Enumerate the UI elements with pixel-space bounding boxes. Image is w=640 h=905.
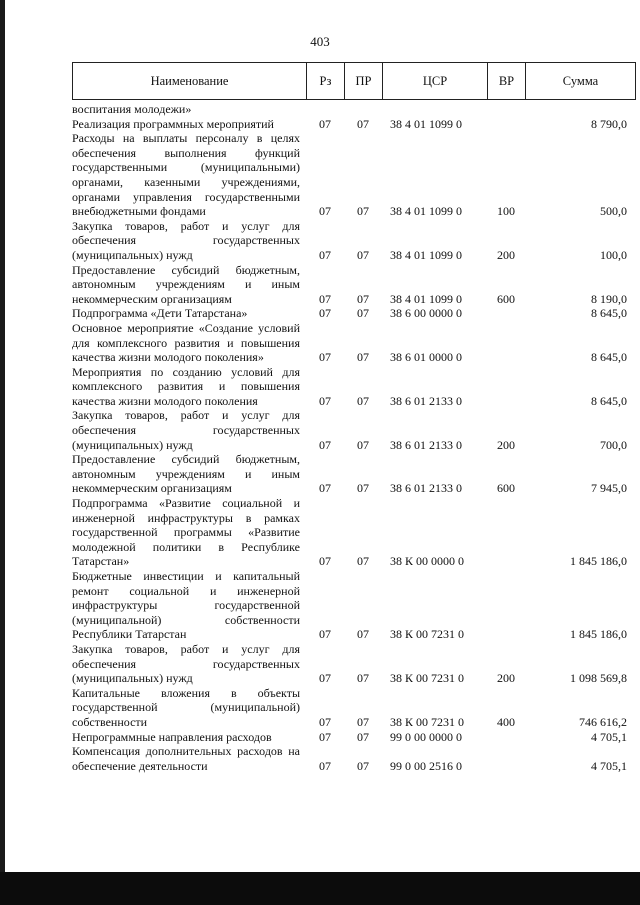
table-row	[72, 306, 635, 321]
cell-vr: 600	[497, 481, 515, 496]
table-row	[72, 642, 635, 686]
column-header-sum: Сумма	[526, 63, 636, 100]
cell-csr: 38 6 00 0000 0	[390, 306, 462, 321]
cell-rz: 07	[319, 247, 331, 262]
cell-csr: 99 0 00 2516 0	[390, 758, 462, 773]
column-header-csr: ЦСР	[383, 63, 488, 100]
cell-csr: 38 К 00 0000 0	[390, 554, 465, 569]
cell-sum: 500,0	[600, 204, 627, 219]
cell-sum: 8 645,0	[591, 306, 627, 321]
cell-pr: 07	[357, 350, 369, 365]
cell-rz: 07	[319, 393, 331, 408]
column-header-pr: ПР	[345, 63, 383, 100]
cell-name: Закупка товаров, работ и услуг для обеспечения государственных (муниципальных) нужд	[72, 408, 300, 452]
cell-vr: 200	[497, 437, 515, 452]
cell-vr	[487, 365, 525, 409]
table-row	[72, 730, 635, 745]
cell-rz: 07	[319, 671, 331, 686]
cell-pr: 07	[357, 758, 369, 773]
cell-sum: 4 705,1	[591, 729, 627, 744]
cell-sum: 4 705,1	[591, 758, 627, 773]
cell-csr: 38 К 00 7231 0	[390, 714, 465, 729]
cell-rz: 07	[319, 204, 331, 219]
cell-pr: 07	[357, 291, 369, 306]
cell-vr: 400	[497, 714, 515, 729]
page-number: 403	[310, 34, 330, 49]
cell-sum: 7 945,0	[591, 481, 627, 496]
cell-vr: 200	[497, 671, 515, 686]
table-row	[72, 744, 635, 773]
cell-pr: 07	[357, 481, 369, 496]
cell-sum: 746 616,2	[579, 714, 627, 729]
cell-name: Закупка товаров, работ и услуг для обеспечения государственных (муниципальных) нужд	[72, 218, 300, 262]
cell-name: Основное мероприятие «Создание условий для комплексного развития и повышения качества жизни молодого поколения»	[72, 320, 300, 365]
table-header	[72, 62, 636, 100]
cell-name: Предоставление субсидий бюджетным, автономным учреждениям и иным некоммерческим организациям	[72, 262, 300, 306]
cell-csr: 38 К 00 7231 0	[390, 671, 465, 686]
cell-pr: 07	[357, 306, 369, 321]
cell-name: Расходы на выплаты персоналу в целях обеспечения выполнения функций государственными (муниципальными) органами, казенными учреждениями, органами управления государственными внебюджетными фондами	[72, 131, 300, 219]
cell-sum: 1 845 186,0	[570, 627, 627, 642]
cell-sum: 8 645,0	[591, 350, 627, 365]
table-row	[72, 321, 635, 365]
cell-name: Капитальные вложения в объекты государственной (муниципальной) собственности	[72, 685, 300, 729]
cell-name: Непрограммные направления расходов	[72, 729, 272, 744]
cell-rz: 07	[319, 306, 331, 321]
cell-rz: 07	[319, 758, 331, 773]
cell-name: Предоставление субсидий бюджетным, автономным учреждениям и иным некоммерческим организациям	[72, 452, 300, 496]
cell-rz: 07	[319, 481, 331, 496]
cell-pr: 07	[357, 729, 369, 744]
cell-sum: 8 645,0	[591, 393, 627, 408]
cell-name: Подпрограмма «Дети Татарстана»	[72, 306, 248, 321]
table-row	[72, 452, 635, 496]
cell-name: Бюджетные инвестиции и капитальный ремонт социальной и инженерной инфраструктуры государственной (муниципальной) собственности Республики Татарстан	[72, 569, 300, 642]
cell-name: Мероприятия по созданию условий для комплексного развития и повышения качества жизни молодого поколения	[72, 364, 300, 408]
cell-pr: 07	[357, 437, 369, 452]
budget-table	[72, 62, 635, 773]
cell-csr: 38 6 01 2133 0	[390, 481, 462, 496]
cell-vr	[487, 321, 525, 365]
cell-rz: 07	[319, 437, 331, 452]
table-row	[72, 496, 635, 569]
cell-pr: 07	[357, 554, 369, 569]
cell-pr: 07	[357, 671, 369, 686]
table-row	[72, 219, 635, 263]
cell-name: Подпрограмма «Развитие социальной и инженерной инфраструктуры в рамках государственной программы «Развитие молодежной политики в Республике Татарстан»	[72, 496, 300, 569]
cell-sum: 700,0	[600, 437, 627, 452]
cell-sum: 1 845 186,0	[570, 554, 627, 569]
column-header-name: Наименование	[73, 63, 307, 100]
cell-pr: 07	[357, 627, 369, 642]
cell-pr: 07	[357, 393, 369, 408]
scan-bottom-edge	[0, 872, 640, 905]
cell-vr	[487, 496, 525, 569]
cell-pr: 07	[357, 247, 369, 262]
cell-sum: 1 098 569,8	[570, 671, 627, 686]
cell-rz: 07	[319, 116, 331, 131]
cell-name: Реализация программных мероприятий	[72, 116, 274, 131]
table-body	[72, 117, 635, 774]
cell-csr: 38 4 01 1099 0	[390, 247, 462, 262]
cell-name: Закупка товаров, работ и услуг для обеспечения государственных (муниципальных) нужд	[72, 641, 300, 686]
table-row	[72, 131, 635, 219]
cell-sum: 8 190,0	[591, 291, 627, 306]
cell-vr	[487, 306, 525, 321]
cell-rz: 07	[319, 291, 331, 306]
scan-left-edge	[0, 0, 5, 905]
table-row	[72, 569, 635, 642]
cell-csr: 38 4 01 1099 0	[390, 291, 462, 306]
cell-csr: 38 6 01 2133 0	[390, 437, 462, 452]
table-row	[72, 263, 635, 307]
column-header-vr: ВР	[488, 63, 526, 100]
cell-name: Компенсация дополнительных расходов на обеспечение деятельности	[72, 744, 300, 773]
table-row	[72, 686, 635, 730]
cell-pr: 07	[357, 116, 369, 131]
table-row	[72, 365, 635, 409]
table-row	[72, 117, 635, 132]
cell-rz: 07	[319, 627, 331, 642]
cell-sum: 100,0	[600, 247, 627, 262]
cell-rz: 07	[319, 554, 331, 569]
cell-csr: 38 К 00 7231 0	[390, 627, 465, 642]
cell-sum: 8 790,0	[591, 116, 627, 131]
cell-vr	[487, 117, 525, 132]
cell-pr: 07	[357, 714, 369, 729]
cell-vr	[487, 569, 525, 642]
cell-pr: 07	[357, 204, 369, 219]
cell-rz: 07	[319, 350, 331, 365]
cell-csr: 38 6 01 0000 0	[390, 350, 462, 365]
cell-csr: 38 4 01 1099 0	[390, 204, 462, 219]
cell-vr: 600	[497, 291, 515, 306]
cell-rz: 07	[319, 729, 331, 744]
column-header-rz: Рз	[307, 63, 345, 100]
cell-vr	[487, 730, 525, 745]
cell-csr: 99 0 00 0000 0	[390, 729, 462, 744]
cell-rz: 07	[319, 714, 331, 729]
cell-vr	[487, 744, 525, 773]
cell-vr: 200	[497, 247, 515, 262]
cell-csr: 38 6 01 2133 0	[390, 393, 462, 408]
cell-csr: 38 4 01 1099 0	[390, 116, 462, 131]
continued-text: воспитания молодежи»	[72, 102, 192, 116]
table-row	[72, 408, 635, 452]
cell-vr: 100	[497, 204, 515, 219]
